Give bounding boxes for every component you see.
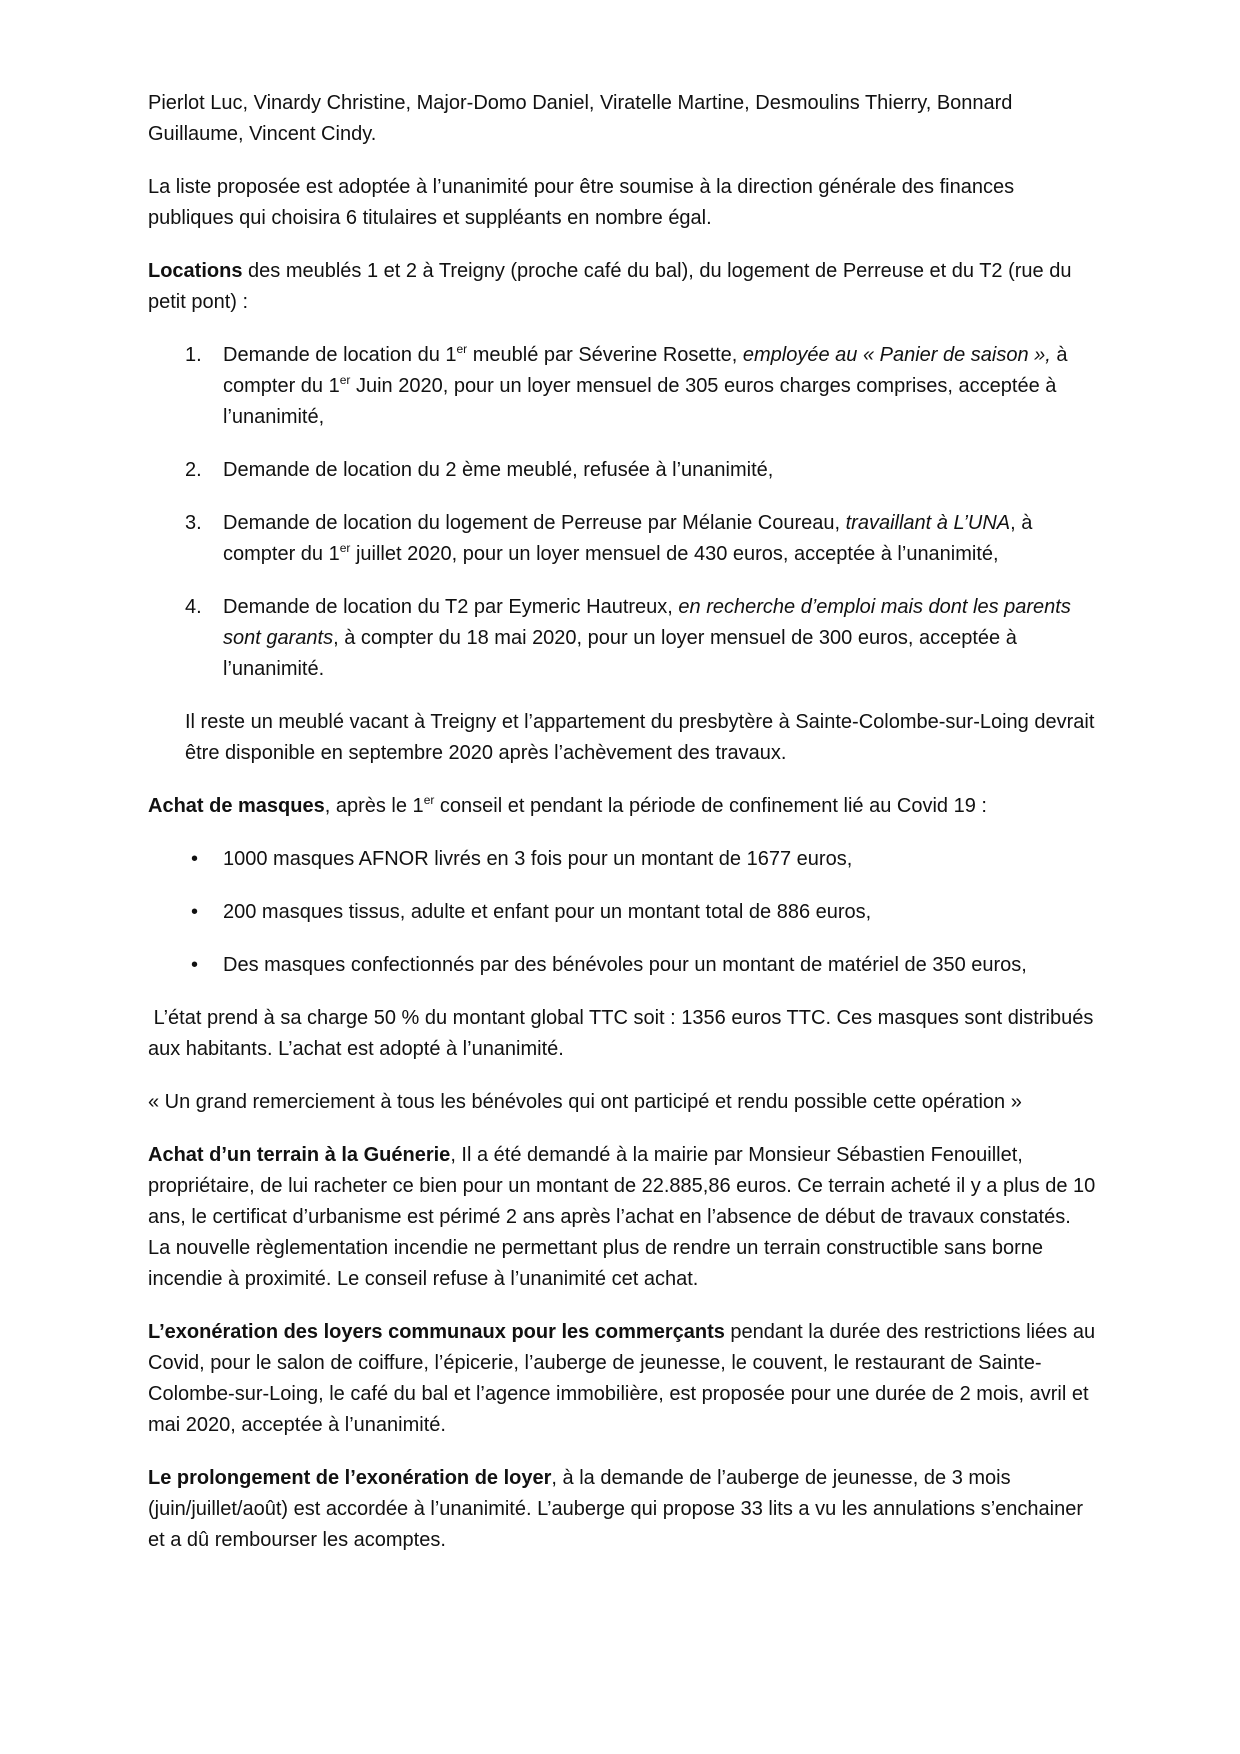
prolongement-text: , à la demande de l’auberge de jeunesse, de 3 mois (juin/juillet/août) est accordée à l’unanimité. L’auberge qui propose 33 lits a vu les annulations s’enchainer et a dû rembourser les acomptes. [148,1467,1084,1551]
item-text: Juin 2020, pour un loyer mensuel de 305 euros charges comprises, acceptée à l’unanimité, [223,375,1057,428]
heading-locations: Locations [148,260,243,282]
heading-prolongement: Le prolongement de l’exonération de loyer [148,1467,552,1489]
superscript: er [339,373,351,387]
item-text: , à compter du 18 mai 2020, pour un loyer mensuel de 300 euros, acceptée à l’unanimité. [223,627,1017,680]
item-text: Demande de location du logement de Perreuse par Mélanie Coureau, [223,512,846,534]
masques-text: conseil et pendant la période de confinement lié au Covid 19 : [434,795,987,817]
bullet-icon: • [191,901,199,923]
heading-terrain: Achat d’un terrain à la Guénerie [148,1144,451,1166]
superscript: er [456,342,468,356]
item-text: Demande de location du 1 [223,344,457,366]
bullet-icon: • [191,954,199,976]
item-text: Des masques confectionnés par des bénévoles pour un montant de matériel de 350 euros, [223,954,1027,976]
superscript: er [339,541,351,555]
bullet-icon: • [191,848,199,870]
item-italic: employée au « Panier de saison », [742,344,1051,366]
item-text: Demande de location du 2 ème meublé, refusée à l’unanimité, [223,459,774,481]
paragraph-locations [148,256,1098,318]
item-text: Demande de location du T2 par Eymeric Hautreux, [223,596,679,618]
item-text: meublé par Séverine Rosette, [467,344,743,366]
terrain-text: , Il a été demandé à la mairie par Monsieur Sébastien Fenouillet, propriétaire, de lui racheter ce bien pour un montant de 22.885,86 euros. Ce terrain acheté il y a plus de 10 ans, le certificat d’urbanisme est périmé 2 ans après l’achat en l’absence de début de travaux constatés. La nouvelle règlementation incendie ne permettant plus de rendre un terrain constructible sans borne incendie à proximité. Le conseil refuse à l’unanimité cet achat. [148,1144,1096,1290]
masques-text: , après le 1 [324,795,424,817]
list-item [148,340,1098,433]
locations-list [148,340,1098,685]
item-italic: travaillant à L’UNA [845,512,1011,534]
locations-text: des meublés 1 et 2 à Treigny (proche café du bal), du logement de Perreuse et du T2 (rue du petit pont) : [148,260,1072,313]
item-italic: en recherche d’emploi mais dont les parents sont garants [223,596,1071,649]
list-item [148,455,1098,486]
item-text: 200 masques tissus, adulte et enfant pour un montant total de 886 euros, [223,901,872,923]
heading-masques: Achat de masques [148,795,325,817]
paragraph-vacant: Il reste un meublé vacant à Treigny et l’appartement du presbytère à Sainte-Colombe-sur-Loing devrait être disponible en septembre 2020 après l’achèvement des travaux. [185,711,1095,764]
list-number: 3. [185,512,202,534]
masques-list [148,844,1098,981]
item-text: 1000 masques AFNOR livrés en 3 fois pour un montant de 1677 euros, [223,848,853,870]
list-item [148,897,1098,928]
item-text: juillet 2020, pour un loyer mensuel de 430 euros, acceptée à l’unanimité, [350,543,999,565]
list-item [148,950,1098,981]
paragraph-etat: L’état prend à sa charge 50 % du montant global TTC soit : 1356 euros TTC. Ces masques sont distribués aux habitants. L’achat est adopté à l’unanimité. [148,1007,1099,1060]
item-text: , à compter du 1 [223,512,1033,565]
paragraph-masques [148,791,1098,822]
paragraph-terrain [148,1140,1098,1295]
document-page [148,88,1098,1578]
heading-exoneration: L’exonération des loyers communaux pour les commerçants [148,1321,725,1343]
paragraph-prolongement [148,1463,1098,1556]
list-item [148,844,1098,875]
list-number: 4. [185,596,202,618]
list-number: 2. [185,459,202,481]
list-item [148,508,1098,570]
exoneration-text: pendant la durée des restrictions liées au Covid, pour le salon de coiffure, l’épicerie, l’auberge de jeunesse, le couvent, le restaurant de Sainte-Colombe-sur-Loing, le café du bal et l’agence immobilière, est proposée pour une durée de 2 mois, avril et mai 2020, acceptée à l’unanimité. [148,1321,1096,1436]
paragraph-liste: La liste proposée est adoptée à l’unanimité pour être soumise à la direction générale des finances publiques qui choisira 6 titulaires et suppléants en nombre égal. [148,176,1015,229]
list-number: 1. [185,344,202,366]
paragraph-remerciement: « Un grand remerciement à tous les bénévoles qui ont participé et rendu possible cette opération » [148,1091,1022,1113]
paragraph-exoneration [148,1317,1098,1441]
item-text: à compter du 1 [223,344,1068,397]
paragraph-names: Pierlot Luc, Vinardy Christine, Major-Domo Daniel, Viratelle Martine, Desmoulins Thierry, Bonnard Guillaume, Vincent Cindy. [148,92,1013,145]
list-item [148,592,1098,685]
superscript: er [423,793,435,807]
